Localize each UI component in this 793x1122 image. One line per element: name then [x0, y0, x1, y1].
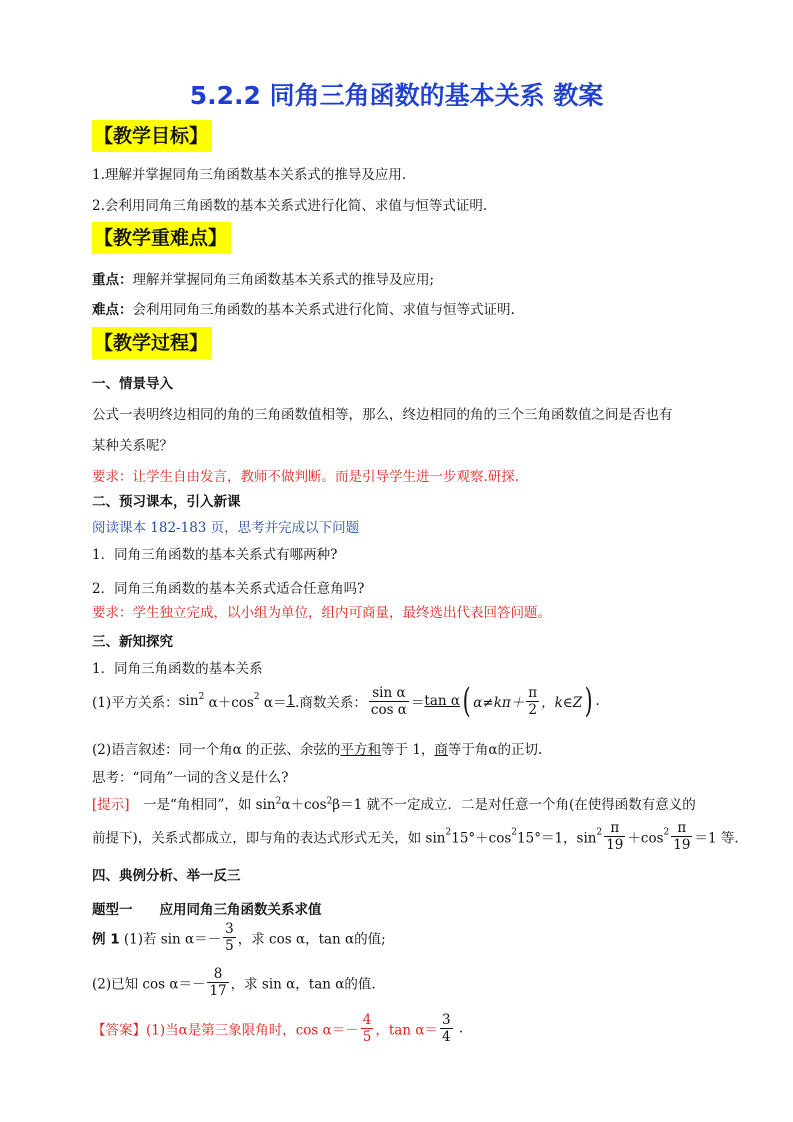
page-title: 5.2.2 同角三角函数的基本关系 教案: [189, 81, 604, 110]
f1-two: 2: [528, 701, 537, 718]
ans-c: .: [454, 1020, 464, 1037]
hint2-d: ＋cos: [627, 830, 664, 847]
ans-num2: 3: [441, 1012, 451, 1028]
hint2-pi-1: π: [604, 820, 625, 837]
part2-reading: 阅读课本 182-183 页，思考并完成以下问题: [92, 520, 360, 536]
think-question: 思考：“同角”一词的含义是什么?: [92, 770, 289, 786]
l2-e: 等于角α的正切.: [447, 742, 543, 758]
section-heading-process: 【教学过程】: [92, 327, 212, 359]
section-heading-key-points: 【教学重难点】: [92, 222, 231, 254]
ex2-fraction: [207, 966, 228, 999]
objective-item-2: 2.会利用同角三角函数的基本关系式进行化简、求值与恒等式证明.: [92, 198, 488, 214]
key-text: 理解并掌握同角三角函数基本关系式的推导及应用;: [132, 272, 435, 288]
ex1-num: 3: [225, 921, 234, 937]
ex1-a: (1)若 sin α＝－: [119, 931, 222, 948]
f1-right-paren: ): [584, 681, 593, 721]
hard-point-line: [92, 298, 515, 318]
f1-denominator: cos α: [370, 701, 407, 718]
hint2-pi-2: π: [671, 820, 692, 837]
ex1-b: ，求 cos α，tan α的值;: [237, 931, 386, 948]
hint2-b: 15°＋cos: [451, 830, 512, 847]
hint2-19-1: 19: [606, 837, 624, 853]
ex2-b: ，求 sin α，tan α的值.: [230, 976, 376, 993]
part1-requirement: 要求：让学生自由发言，教师不做判断。而是引导学生进一步观察.研探.: [92, 469, 520, 485]
f1-alpha: α＋cos: [204, 695, 254, 711]
hint2-sq-3: 2: [596, 827, 603, 838]
ans-fraction-2: [440, 1012, 453, 1045]
f1-tan: tan α: [424, 693, 460, 709]
hint-c: β＝1 就不一定成立．二是对任意一个角(在使得函数有意义的: [332, 797, 696, 813]
hint-label: [提示]: [92, 797, 130, 813]
part1-text-1: 公式一表明终边相同的角的三角函数值相等，那么，终边相同的角的三个三角函数值之间是否也有: [92, 407, 673, 423]
f1-sq-1: 2: [198, 692, 205, 702]
f1-pi-over-two: [526, 685, 539, 718]
ans-b: ，tan α＝: [375, 1022, 438, 1039]
section-heading-objectives: 【教学目标】: [92, 120, 212, 152]
example-label: 例 1: [92, 931, 120, 948]
type1-title: 题型一 应用同角三角函数关系求值: [92, 902, 322, 918]
part3-title: 三、新知探究: [92, 634, 173, 650]
f1-cond1: α≠kπ＋: [473, 695, 525, 711]
answer-line: [92, 1012, 463, 1045]
hint-b: α＋cos: [281, 797, 327, 813]
l2-d: 商: [434, 742, 448, 758]
hint2-sq-1: 2: [445, 827, 452, 838]
f1-prefix: (1)平方关系：: [92, 695, 179, 711]
ex2-a: (2)已知 cos α＝－: [92, 976, 206, 993]
part2-question-1: 1．同角三角函数的基本关系式有哪两种?: [92, 547, 338, 563]
part2-title: 二、预习课本，引入新课: [92, 494, 241, 510]
ans-den2: 4: [441, 1029, 451, 1045]
key-point-line: [92, 268, 434, 288]
hint2-e: ＝1 等.: [694, 830, 739, 847]
hint-a: 一是“角相同”，如 sin: [129, 797, 276, 813]
hint-sq-2: 2: [326, 796, 333, 807]
ex2-den: 17: [209, 983, 227, 999]
formula-line-1: [92, 681, 600, 721]
ans-den: 5: [362, 1029, 372, 1045]
l2-a: (2)语言叙述：同一个角α 的正弦、余弦的: [92, 742, 341, 758]
statement-line: [92, 738, 542, 758]
hint2-c: 15°＝1，sin: [517, 830, 597, 847]
ex1-den: 5: [225, 938, 234, 954]
f1-alpha2: α＝: [259, 695, 287, 711]
f1-cond2: ，k∈Z: [541, 695, 583, 711]
ans-num: 4: [362, 1012, 372, 1028]
ans-fraction-1: [361, 1012, 374, 1045]
ans-a: 【答案】(1)当α是第三象限角时，cos α＝－: [92, 1022, 359, 1039]
f1-sin: sin: [178, 693, 199, 709]
f1-left-paren: (: [462, 681, 471, 721]
part1-text-2: 某种关系呢？: [92, 438, 173, 454]
part2-question-2: 2．同角三角函数的基本关系式适合任意角吗?: [92, 581, 365, 597]
hint-line-1: [92, 793, 696, 813]
hint2-a: 前提下)，关系式都成立，即与角的表达式形式无关，如 sin: [92, 830, 446, 847]
f1-quotient-fraction: [369, 685, 409, 718]
example1-line-1: [92, 921, 386, 954]
ex1-fraction: [223, 921, 236, 954]
hint2-19-2: 19: [673, 837, 691, 853]
f1-one: 1: [286, 693, 296, 709]
part4-title: 四、典例分析、举一反三: [92, 868, 241, 884]
f1-pi: π: [528, 684, 538, 701]
hint-sq-1: 2: [275, 796, 282, 807]
f1-end: .: [595, 693, 600, 709]
f1-sq-2: 2: [253, 692, 260, 702]
hard-label: 难点：: [92, 302, 133, 318]
f1-mid: .商数关系：: [295, 695, 367, 711]
part3-subtitle: 1．同角三角函数的基本关系: [92, 661, 263, 677]
hint2-frac-1: [604, 820, 625, 853]
hint2-sq-4: 2: [663, 827, 670, 838]
ex2-num: 8: [207, 966, 228, 983]
key-label: 重点：: [92, 272, 133, 288]
l2-c: 等于 1，: [381, 742, 435, 758]
hint2-frac-2: [671, 820, 692, 853]
hard-text: 会利用同角三角函数的基本关系式进行化简、求值与恒等式证明.: [132, 302, 515, 318]
part2-requirement: 要求：学生独立完成，以小组为单位，组内可商量，最终选出代表回答问题。: [92, 605, 551, 621]
part1-title: 一、情景导入: [92, 376, 173, 392]
example1-line-2: [92, 966, 376, 999]
f1-numerator: sin α: [369, 685, 409, 702]
l2-b: 平方和: [340, 742, 382, 758]
hint-line-2: [92, 820, 739, 853]
objective-item-1: 1.理解并掌握同角三角函数基本关系式的推导及应用.: [92, 167, 407, 183]
f1-eq: ＝: [410, 695, 425, 711]
hint2-sq-2: 2: [511, 827, 518, 838]
